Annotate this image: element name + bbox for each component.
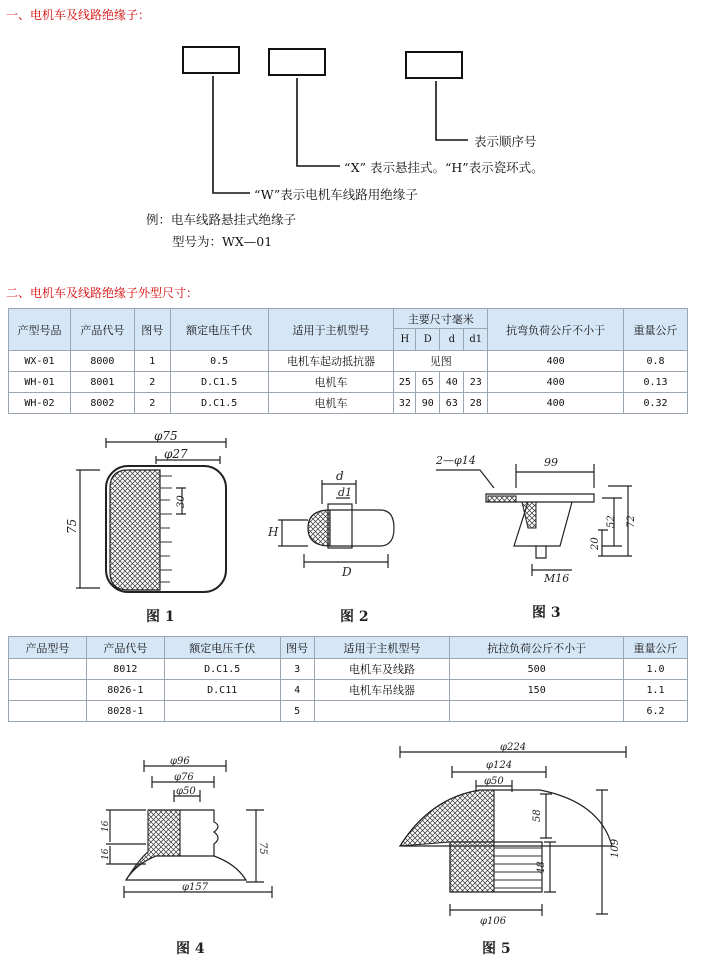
- example-line-1: 例：电车线路悬挂式绝缘子: [146, 212, 297, 227]
- th2-fig: 图号: [280, 637, 314, 659]
- th-d1: d1: [464, 329, 488, 351]
- figure-5-caption: 图 5: [482, 941, 511, 957]
- cell-d: 63: [440, 393, 464, 414]
- th2-code: 产品代号: [86, 637, 164, 659]
- fig5-dim-224: φ224: [500, 742, 527, 753]
- cell-fig: 2: [134, 372, 170, 393]
- cell-D: 90: [416, 393, 440, 414]
- fig5-dim-109: 109: [610, 838, 621, 858]
- fig5-dim-124: φ124: [486, 760, 513, 771]
- table-row: [9, 659, 688, 680]
- cell-weight: 0.32: [623, 393, 687, 414]
- cell-model: [9, 680, 87, 701]
- cell-voltage: 0.5: [170, 351, 268, 372]
- fig3-dim-99: 99: [544, 456, 558, 469]
- cell-voltage: [164, 701, 280, 722]
- cell-code: 8000: [70, 351, 134, 372]
- th-applies: 适用于主机型号: [268, 309, 394, 351]
- th2-voltage: 额定电压千伏: [164, 637, 280, 659]
- fig4-dim-50: φ50: [176, 786, 196, 797]
- annotation-type: “X” 表示悬挂式。“H”表示瓷环式。: [344, 160, 544, 175]
- th2-weight: 重量公斤: [624, 637, 688, 659]
- fig5-dim-58: 58: [532, 809, 543, 822]
- th-fig: 图号: [134, 309, 170, 351]
- cell-weight: 1.1: [624, 680, 688, 701]
- th-d: d: [440, 329, 464, 351]
- fig1-dim-height: 75: [65, 518, 79, 534]
- cell-fig: 4: [280, 680, 314, 701]
- cell-voltage: D.C1.5: [164, 659, 280, 680]
- figure-1-drawing: [60, 426, 240, 606]
- cell-code: 8026-1: [86, 680, 164, 701]
- fig4-dim-16b: 16: [101, 848, 111, 860]
- fig1-dim-inner: φ27: [164, 447, 188, 461]
- cell-fig: 3: [280, 659, 314, 680]
- cell-code: 8028-1: [86, 701, 164, 722]
- cell-fig: 5: [280, 701, 314, 722]
- th-weight: 重量公斤: [623, 309, 687, 351]
- model-naming-diagram: [0, 0, 722, 270]
- cell-applies: 电机车起动抵抗器: [268, 351, 394, 372]
- cell-fig: 2: [134, 393, 170, 414]
- figure-3-caption: 图 3: [532, 605, 561, 621]
- cell-load: 400: [488, 351, 624, 372]
- th-dims: 主要尺寸毫米: [394, 309, 488, 329]
- cell-model: [9, 659, 87, 680]
- section2-heading: 二、电机车及线路绝缘子外型尺寸：: [6, 286, 199, 300]
- fig1-dim-outer: φ75: [154, 429, 178, 443]
- cell-code: 8001: [70, 372, 134, 393]
- cell-load: [450, 701, 624, 722]
- cell-weight: 1.0: [624, 659, 688, 680]
- spec-table-2: [8, 636, 688, 722]
- example-line-2: 型号为：WX—01: [172, 234, 273, 249]
- table-row: [9, 372, 688, 393]
- figure-4-caption: 图 4: [176, 941, 205, 957]
- cell-d: 40: [440, 372, 464, 393]
- figure-3-drawing: [432, 448, 642, 588]
- fig3-dim-20: 20: [590, 537, 601, 550]
- cell-model: WH-02: [9, 393, 71, 414]
- th-code: 产品代号: [70, 309, 134, 351]
- annotation-w: “W”表示电机车线路用绝缘子: [254, 187, 418, 202]
- figure-1-caption: 图 1: [146, 609, 175, 625]
- fig5-dim-106: φ106: [480, 916, 507, 927]
- th-D: D: [416, 329, 440, 351]
- cell-load: 400: [488, 393, 624, 414]
- annotation-order: 表示顺序号: [474, 134, 537, 149]
- section1-heading: 一、电机车及线路绝缘子：: [6, 8, 151, 22]
- table-row: [9, 701, 688, 722]
- cell-applies: 电机车: [268, 393, 394, 414]
- cell-applies: 电机车吊线器: [314, 680, 450, 701]
- cell-weight: 0.8: [623, 351, 687, 372]
- fig2-dim-d1: d1: [338, 486, 353, 499]
- figure-4-drawing: [96, 752, 296, 922]
- cell-H: 25: [394, 372, 416, 393]
- fig5-dim-48: 48: [536, 861, 547, 874]
- cell-applies: [314, 701, 450, 722]
- spec-table-1: [8, 308, 688, 414]
- th-H: H: [394, 329, 416, 351]
- cell-model: [9, 701, 87, 722]
- cell-weight: 0.13: [623, 372, 687, 393]
- cell-code: 8012: [86, 659, 164, 680]
- cell-dims-note: 见图: [394, 351, 488, 372]
- cell-weight: 6.2: [624, 701, 688, 722]
- table-row: [9, 351, 688, 372]
- cell-code: 8002: [70, 393, 134, 414]
- figure-2-drawing: [268, 464, 408, 594]
- th-voltage: 额定电压千伏: [170, 309, 268, 351]
- fig5-dim-50: φ50: [484, 776, 504, 787]
- cell-d1: 23: [464, 372, 488, 393]
- fig4-dim-75: 75: [257, 842, 268, 855]
- cell-applies: 电机车: [268, 372, 394, 393]
- th-load: 抗弯负荷公斤不小于: [488, 309, 624, 351]
- fig3-dim-72: 72: [626, 515, 637, 528]
- fig2-dim-H: H: [268, 525, 279, 539]
- th2-load: 抗拉负荷公斤不小于: [450, 637, 624, 659]
- th2-model: 产品型号: [9, 637, 87, 659]
- figure-5-drawing: [390, 738, 630, 928]
- cell-H: 32: [394, 393, 416, 414]
- table-row: [9, 393, 688, 414]
- cell-load: 400: [488, 372, 624, 393]
- cell-voltage: D.C11: [164, 680, 280, 701]
- fig4-dim-76: φ76: [174, 772, 194, 783]
- cell-fig: 1: [134, 351, 170, 372]
- th2-applies: 适用于主机型号: [314, 637, 450, 659]
- cell-load: 500: [450, 659, 624, 680]
- fig2-dim-D: D: [342, 565, 352, 579]
- cell-applies: 电机车及线路: [314, 659, 450, 680]
- th-model: 产型号品: [9, 309, 71, 351]
- cell-load: 150: [450, 680, 624, 701]
- naming-connector-lines: [0, 0, 722, 270]
- cell-d1: 28: [464, 393, 488, 414]
- fig4-dim-96: φ96: [170, 756, 190, 767]
- cell-D: 65: [416, 372, 440, 393]
- fig3-dim-52: 52: [606, 515, 617, 528]
- cell-voltage: D.C1.5: [170, 393, 268, 414]
- cell-model: WH-01: [9, 372, 71, 393]
- fig4-dim-16a: 16: [101, 820, 111, 832]
- fig4-dim-157: φ157: [182, 882, 209, 893]
- fig2-dim-d: d: [336, 469, 344, 483]
- fig1-dim-30: 30: [176, 495, 187, 508]
- cell-voltage: D.C1.5: [170, 372, 268, 393]
- cell-model: WX-01: [9, 351, 71, 372]
- fig3-dim-holes: 2—φ14: [436, 454, 476, 467]
- fig3-dim-M16: M16: [544, 572, 570, 585]
- figure-2-caption: 图 2: [340, 609, 369, 625]
- table-row: [9, 680, 688, 701]
